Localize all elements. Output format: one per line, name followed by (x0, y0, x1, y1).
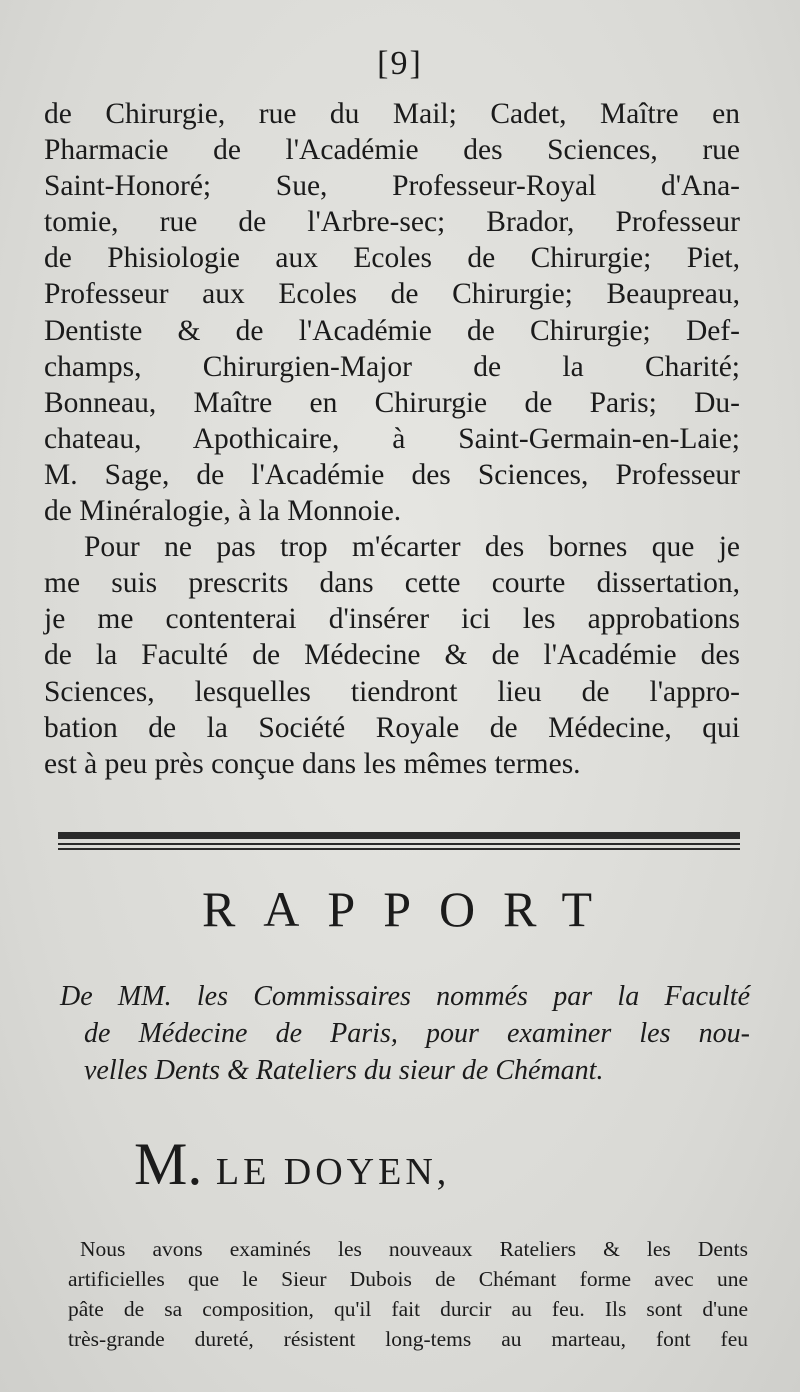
text-line: de Phisiologie aux Ecoles de Chirurgie; Piet, (44, 242, 740, 275)
text-line: très-grande dureté, résistent long-tems au marteau, font feu (68, 1327, 748, 1351)
text-line: de Minéralogie, à la Monnoie. (44, 495, 402, 528)
section-heading: RAPPORT (201, 881, 621, 937)
text-line: Bonneau, Maître en Chirurgie de Paris; Du- (44, 386, 740, 419)
text-line: de la Faculté de Médecine & de l'Académie des (44, 639, 740, 672)
text-line: de Chirurgie, rue du Mail; Cadet, Maître en (44, 98, 740, 130)
salutation (134, 1130, 450, 1199)
report-text (68, 1234, 748, 1354)
text-line: Professeur aux Ecoles de Chirurgie; Beaupreau, (44, 278, 740, 311)
text-line: champs, Chirurgien-Major de la Charité; (44, 350, 740, 383)
page-number: [9] (377, 45, 423, 82)
text-line: M. Sage, de l'Académie des Sciences, Professeur (44, 458, 740, 491)
section-divider (58, 832, 740, 850)
text-line: me suis prescrits dans cette courte dissertation, (44, 567, 740, 600)
subtitle-line: de Médecine de Paris, pour examiner les nou- (84, 1018, 750, 1049)
text-line: artificielles que le Sieur Dubois de Chémant forme avec une (68, 1267, 748, 1291)
salutation-initial: M. (134, 1131, 203, 1197)
text-line: Saint-Honoré; Sue, Professeur-Royal d'Ana- (44, 170, 740, 203)
text-line: Sciences, lesquelles tiendront lieu de l'appro- (44, 675, 740, 708)
text-line: chateau, Apothicaire, à Saint-Germain-en-Laie; (44, 422, 740, 455)
body-text (44, 96, 740, 782)
text-line: Pour ne pas trop m'écarter des bornes que je (84, 531, 740, 564)
text-line: pâte de sa composition, qu'il fait durcir au feu. Ils sont d'une (68, 1297, 748, 1321)
text-line: est à peu près conçue dans les mêmes termes. (44, 747, 581, 780)
text-line: bation de la Société Royale de Médecine, qui (44, 711, 740, 744)
text-line: tomie, rue de l'Arbre-sec; Brador, Professeur (44, 206, 740, 239)
text-line: Nous avons examinés les nouveaux Rateliers & les Dents (80, 1237, 748, 1261)
subtitle-line: velles Dents & Rateliers du sieur de Chémant. (84, 1055, 604, 1086)
salutation-rest: LE DOYEN, (215, 1151, 451, 1193)
text-line: Dentiste & de l'Académie de Chirurgie; Def- (44, 314, 740, 347)
subtitle-line: De MM. les Commissaires nommés par la Faculté (60, 981, 750, 1012)
section-subtitle (60, 978, 750, 1089)
text-line: je me contenterai d'insérer ici les approbations (44, 603, 740, 636)
text-line: Pharmacie de l'Académie des Sciences, rue (44, 134, 740, 167)
